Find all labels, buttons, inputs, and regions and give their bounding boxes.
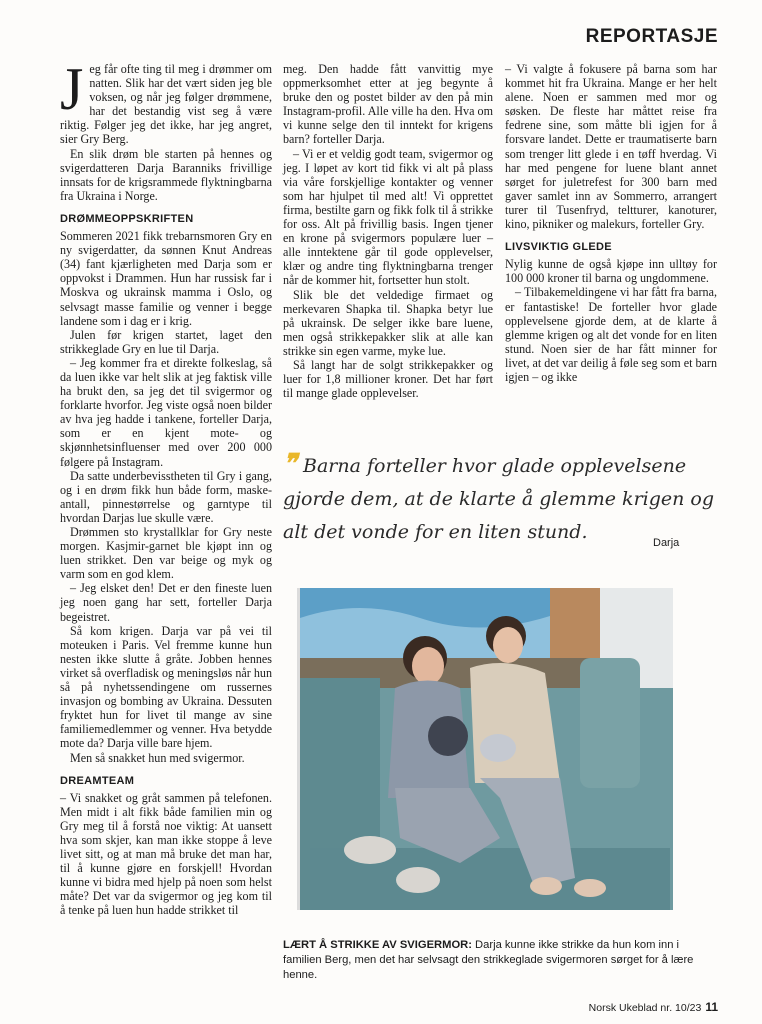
pull-quote [283, 448, 719, 549]
paragraph: meg. Den hadde fått vanvittig mye oppmerksomhet etter at jeg begynte å bruke den og postet bilder av den på min Instagram-profil. Alle ville ha den. Hva om vi kunne selge den til inntekt for krigens barn? forteller Darja. [283, 62, 493, 147]
drop-cap: J [60, 56, 84, 122]
paragraph: – Tilbakemeldingene vi har fått fra barna, er fantastiske! De forteller hvor glade opplevelsene gjorde dem, at de klarte å glemme krigen og alt det vonde for en liten stund. Noen sier de har fått minner for livet, at det var deilig å føle seg som et barn igjen – og ikke [505, 285, 717, 384]
paragraph: En slik drøm ble starten på hennes og svigerdatteren Darja Baranniks frivillige innsats for de krigsrammede flyktningbarna fra Ukraina i Norge. [60, 146, 272, 203]
article-column-2 [283, 62, 493, 400]
paragraph: Men så snakket hun med svigermor. [70, 750, 245, 765]
paragraph: Sommeren 2021 fikk trebarnsmoren Gry en ny svigerdatter, da sønnen Knut Andreas (34) fant kjærligheten med Darja som er oppvokst i Drammen. Hun har russisk far i Moskva og ukrainsk mamma i Oslo, og selvsagt masse familie og venner i begge landene som i dag er i krig. [60, 229, 272, 328]
photo-caption [283, 938, 719, 983]
quote-attribution: Darja [653, 537, 680, 549]
subheading: DRØMMEOPPSKRIFTEN [60, 212, 194, 225]
pull-quote-text: Barna forteller hvor glade opplevelsene gjorde dem, at de klarte å glemme krigen og alt det vonde for en liten stund. [283, 455, 715, 543]
paragraph: Så langt har de solgt strikkepakker og luer for 1,8 millioner kroner. Det har ført til mange glade opplevelser. [283, 357, 493, 401]
caption-text: Darja kunne ikke strikke da hun kom inn i familien Berg, men det har selvsagt den strikkeglade svigermoren sørget for å lære henne. [283, 939, 694, 981]
page-footer [589, 1000, 718, 1014]
section-tag: REPORTASJE [585, 26, 718, 47]
paragraph: Julen før krigen startet, laget den strikkeglade Gry en lue til Darja. [60, 327, 272, 356]
quote-mark-icon: ❞ [283, 449, 297, 479]
paragraph: – Jeg elsket den! Det er den fineste luen jeg noen gang har sett, forteller Darja begeistret. [60, 581, 272, 624]
article-photo [297, 588, 673, 910]
paragraph: – Jeg kommer fra et direkte folkeslag, så da luen ikke var helt slik at jeg faktisk ville ha brukt den, sa jeg det til svigermor og forklarte hvorfor. Jeg viste også noen bilder av hva jeg hadde i tankene, forteller Darja, som er en kjent mote- og skjønnhetsinfluenser med over 200 000 følgere på Instagram. [60, 355, 272, 469]
article-column-1 [60, 56, 272, 918]
article-intro-paragraph: Jeg får ofte ting til meg i drømmer om natten. Slik har det vært siden jeg ble voksen, og når jeg følger drømmene, har det bestandig vist seg å være riktig. Følger jeg det ikke, har jeg angret, sier Gry Berg. [60, 56, 272, 147]
magazine-issue: Norsk Ukeblad nr. 10/23 [588, 1002, 702, 1014]
paragraph: – Vi snakket og gråt sammen på telefonen. Men midt i alt fikk både familien min og Gry meg til å forstå noe viktig: At uansett hva som skjer, kan man ikke stoppe å leve livet sitt, og at man må bruke det man har, til å kunne gjøre en forskjell! Hvordan kunne vi bidra med hjelp på noen som helst måte? Det var da svigermor og jeg kom til å tenke på luen hun hadde strikket til [60, 790, 272, 918]
page-number: 11 [705, 1000, 718, 1014]
photo-illustration [300, 588, 673, 910]
paragraph: – Vi valgte å fokusere på barna som har kommet hit fra Ukraina. Mange er her helt alene. Noen er sammen med mor og søsken. De fleste har måttet reise fra fedrene sine, som måtte bli igjen for å forsvare landet. Dette er traumatiserte barn som trenger litt glede i en tøff hverdag. Vi har med pengene for luene blant annet sørget for juletrefest for 300 barn med gaver samlet inn av Sommerro, arrangert turer til Tusenfryd, teltturer, kanoturer, kino, pikniker og malekurs, forteller Gry. [505, 62, 717, 232]
paragraph: Slik ble det veldedige firmaet og merkevaren Shapka til. Shapka betyr lue på ukrainsk. De selger ikke bare luene, men også strikkepakker slik at alle kan strikke sin egen varme, myke lue. [283, 287, 493, 358]
subheading: DREAMTEAM [60, 774, 135, 787]
paragraph: Da satte underbevisstheten til Gry i gang, og i en drøm fikk hun både form, maske-antall, pinnestørrelse og garntype til hvordan Darjas lue skulle være. [60, 468, 272, 525]
article-column-3 [505, 62, 717, 384]
paragraph: – Vi er et veldig godt team, svigermor og jeg. I løpet av kort tid fikk vi alt på plass via våre forskjellige kontakter og venner som har hjulpet til med alt! Vi opprettet firma, bestilte garn og fikk folk til å strikke for oss. Alt på frivillig basis. Ingen tjener en krone på svigermors populære luer – alle inntektene går til gode opplevelser, klær og andre ting flyktningbarna trenger når de kommer hit, fortsetter hun stolt. [283, 146, 493, 288]
paragraph: Så kom krigen. Darja var på vei til moteuken i Paris. Vel fremme kunne hun nesten ikke slutte å gråte. Jobben hennes virket så overfladisk og meningsløs når hun så på nyhetssendingene om russernes invasjon og bombing av Ukraina. Dessuten fryktet hun for livet til mange av sine familiemedlemmer og venner. Hva betydde mote da? Darja ville bare hjem. [60, 623, 272, 751]
paragraph: Drømmen sto krystallklar for Gry neste morgen. Kasjmir-garnet ble kjøpt inn og luen strikket. Den var beige og myk og varm som en god klem. [60, 525, 272, 582]
paragraph: Nylig kunne de også kjøpe inn ulltøy for 100 000 kroner til barna og ungdommene. [505, 257, 717, 286]
subheading: LIVSVIKTIG GLEDE [505, 241, 612, 254]
caption-lead: LÆRT Å STRIKKE AV SVIGERMOR: [283, 939, 472, 951]
